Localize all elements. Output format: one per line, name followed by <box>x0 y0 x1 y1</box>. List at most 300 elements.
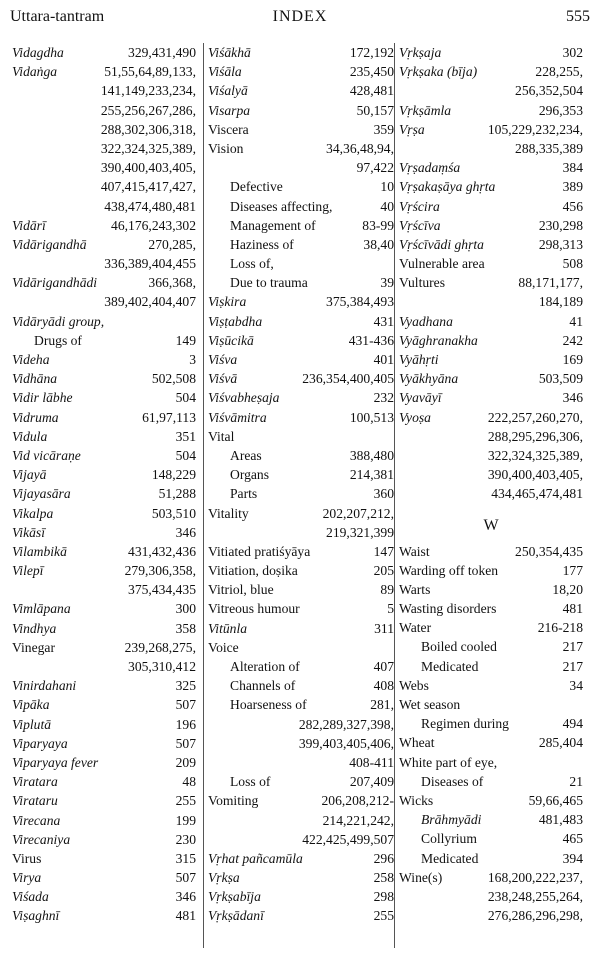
index-continuation <box>399 427 583 446</box>
index-entry <box>12 811 196 830</box>
entry-term: Vimlāpana <box>12 601 71 617</box>
index-subentry <box>399 829 583 848</box>
entry-term: Organs <box>230 467 270 483</box>
index-entry <box>399 62 583 81</box>
page-references: 207,409 <box>349 774 394 790</box>
index-entry <box>12 542 196 561</box>
page-references: 408 <box>373 678 394 694</box>
page-references: 288,335,389 <box>515 140 583 156</box>
entry-term: Vṛścira <box>399 198 440 214</box>
entry-term: Due to trauma <box>230 275 308 291</box>
entry-term: Haziness of <box>230 236 294 252</box>
entry-term: Vṛkṣāmla <box>399 102 452 118</box>
page-references: 196 <box>175 716 196 732</box>
entry-term: Waist <box>399 543 430 559</box>
index-entry <box>208 542 394 561</box>
index-column-1 <box>12 43 196 948</box>
page-references: 288,295,296,306, <box>487 428 583 444</box>
entry-term: Vidhāna <box>12 371 58 387</box>
entry-term: Wine(s) <box>399 869 443 885</box>
entry-term: Visarpa <box>208 102 251 118</box>
index-entry <box>399 753 583 772</box>
page-references: 214,381 <box>349 467 394 483</box>
entry-term: Diseases of <box>421 773 484 789</box>
index-continuation <box>12 101 196 120</box>
page-references: 431,432,436 <box>128 543 196 559</box>
entry-term: Virecana <box>12 812 61 828</box>
page-references: 431-436 <box>348 332 394 348</box>
index-entry <box>12 868 196 887</box>
running-title: Uttara-tantram <box>10 8 105 25</box>
entry-term: Channels of <box>230 678 296 694</box>
index-subentry <box>208 446 394 465</box>
entry-term: Vilepī <box>12 563 44 579</box>
index-continuation <box>208 715 394 734</box>
entry-term: Brāhmyādi <box>421 812 482 828</box>
page-references: 296,353 <box>538 102 583 118</box>
entry-term: Vyadhana <box>399 313 453 329</box>
index-entry <box>208 849 394 868</box>
page-references: 34 <box>569 677 583 693</box>
index-entry <box>399 561 583 580</box>
entry-term: Warding off token <box>399 562 499 578</box>
entry-term: Virataru <box>12 793 58 809</box>
entry-term: Medicated <box>421 658 479 674</box>
index-entry <box>12 887 196 906</box>
entry-term: Viśalyā <box>208 83 248 99</box>
index-continuation <box>12 120 196 139</box>
page-references: 83-99 <box>362 217 394 233</box>
index-entry <box>208 887 394 906</box>
index-entry <box>399 254 583 273</box>
entry-term: Vid vicāraṇe <box>12 447 81 463</box>
page-references: 389,402,404,407 <box>104 294 196 310</box>
index-entry <box>12 830 196 849</box>
page-references: 346 <box>562 390 583 406</box>
page-references: 238,248,255,264, <box>487 888 583 904</box>
page-references: 389 <box>562 179 583 195</box>
index-entry <box>399 542 583 561</box>
entry-term: Viśāla <box>208 64 242 80</box>
index-continuation <box>12 197 196 216</box>
index-continuation <box>12 139 196 158</box>
index-subentry <box>399 810 583 829</box>
page-references: 214,221,242, <box>322 812 394 828</box>
page-references: 504 <box>175 447 196 463</box>
entry-term: Viparyaya <box>12 735 68 751</box>
index-entry <box>399 216 583 235</box>
index-entry <box>208 292 394 311</box>
index-continuation <box>12 177 196 196</box>
page-references: 481 <box>175 908 196 924</box>
index-subentry <box>399 849 583 868</box>
entry-term: Vṛhat pañcamūla <box>208 850 303 866</box>
index-entry <box>208 350 394 369</box>
page-number: 555 <box>566 8 590 25</box>
section-title: INDEX <box>272 8 328 25</box>
index-entry <box>12 62 196 81</box>
page-references: 503,510 <box>151 505 196 521</box>
index-entry <box>208 619 394 638</box>
page-references: 358 <box>175 620 196 636</box>
page-references: 46,176,243,302 <box>111 217 196 233</box>
page-references: 199 <box>175 812 196 828</box>
index-entry <box>208 120 394 139</box>
index-entry <box>12 369 196 388</box>
page-references: 149 <box>175 332 196 348</box>
page-references: 503,509 <box>538 371 583 387</box>
entry-term: Wasting disorders <box>399 601 497 617</box>
entry-term: Vṛścīva <box>399 217 441 233</box>
page-references: 329,431,490 <box>128 45 196 60</box>
page-references: 359 <box>373 121 394 137</box>
index-entry <box>12 753 196 772</box>
index-entry <box>208 369 394 388</box>
page-references: 147 <box>373 543 394 559</box>
page-references: 18,20 <box>552 581 583 597</box>
index-entry <box>12 561 196 580</box>
page-references: 282,289,327,398, <box>298 716 394 732</box>
index-entry <box>208 312 394 331</box>
entry-term: Webs <box>399 677 429 693</box>
entry-term: Vomiting <box>208 793 259 809</box>
index-entry <box>12 388 196 407</box>
index-continuation <box>399 446 583 465</box>
page-references: 255 <box>175 793 196 809</box>
index-entry <box>399 43 583 62</box>
index-entry <box>399 177 583 196</box>
index-entry <box>399 695 583 714</box>
entry-term: Vṛkṣabīja <box>208 889 261 905</box>
page-references: 351 <box>175 428 196 444</box>
entry-term: Vikalpa <box>12 505 54 521</box>
index-entry <box>399 733 583 752</box>
page-references: 209 <box>175 754 196 770</box>
entry-term: Defective <box>230 179 283 195</box>
entry-term: Vilambikā <box>12 543 67 559</box>
page-references: 288,302,306,318, <box>100 121 196 137</box>
index-subentry <box>208 235 394 254</box>
entry-term: Vyoṣa <box>399 409 431 425</box>
index-entry <box>399 120 583 139</box>
page-references: 100,513 <box>349 409 394 425</box>
index-continuation <box>208 734 394 753</box>
page-references: 507 <box>175 735 196 751</box>
page-references: 205 <box>373 563 394 579</box>
index-subentry <box>208 657 394 676</box>
entry-term: Vipāka <box>12 697 50 713</box>
index-entry <box>12 484 196 503</box>
page-references: 281, <box>370 697 394 713</box>
entry-term: Vitriol, blue <box>208 582 274 598</box>
index-continuation <box>208 753 394 772</box>
entry-term: Warts <box>399 581 431 597</box>
index-entry <box>399 197 583 216</box>
page-references: 202,207,212, <box>322 505 394 521</box>
index-entry <box>208 62 394 81</box>
index-entry <box>12 408 196 427</box>
entry-term: Vidārigandhā <box>12 236 87 252</box>
page-references: 311 <box>374 620 394 636</box>
page-references: 168,200,222,237, <box>487 869 583 885</box>
page-references: 5 <box>387 601 394 617</box>
page-references: 228,255, <box>535 64 583 80</box>
index-entry <box>208 906 394 925</box>
index-entry <box>208 81 394 100</box>
entry-term: Vijayasāra <box>12 486 71 502</box>
entry-term: Viśākhā <box>208 45 251 60</box>
entry-term: Vidir lābhe <box>12 390 73 406</box>
page-references: 21 <box>569 773 583 789</box>
page-references: 206,208,212- <box>321 793 394 809</box>
page-references: 97,422 <box>356 160 394 176</box>
entry-term: Viśada <box>12 889 49 905</box>
page-references: 255 <box>373 908 394 924</box>
index-entry <box>399 676 583 695</box>
index-continuation <box>399 906 583 925</box>
index-continuation <box>399 139 583 158</box>
index-entry <box>12 350 196 369</box>
index-continuation <box>208 811 394 830</box>
entry-term: Vṛścīvādi ghṛta <box>399 236 484 252</box>
page-references: 279,306,358, <box>124 563 196 579</box>
entry-term: Management of <box>230 217 316 233</box>
index-entry <box>12 235 196 254</box>
entry-term: Vṛkṣaja <box>399 45 442 60</box>
page-references: 59,66,465 <box>528 792 583 808</box>
page-references: 438,474,480,481 <box>104 198 196 214</box>
page-references: 390,400,403,405, <box>487 467 583 483</box>
page-references: 322,324,325,389, <box>100 140 196 156</box>
index-entry <box>12 791 196 810</box>
entry-term: Diseases affecting, <box>230 198 333 214</box>
page-references: 250,354,435 <box>515 543 583 559</box>
page-references: 390,400,403,405, <box>100 160 196 176</box>
page-references: 230 <box>175 831 196 847</box>
page-references: 408-411 <box>349 754 394 770</box>
index-subentry <box>208 695 394 714</box>
index-entry <box>12 676 196 695</box>
index-entry <box>12 695 196 714</box>
index-entry <box>399 388 583 407</box>
entry-term: Vṛṣakaṣāya ghṛta <box>399 179 496 195</box>
page-header <box>10 8 590 32</box>
page-references: 219,321,399 <box>326 524 394 540</box>
entry-term: Boiled cooled <box>421 639 497 655</box>
entry-term: Drugs of <box>34 332 82 348</box>
entry-term: Wet season <box>399 697 461 712</box>
page-references: 230,298 <box>538 217 583 233</box>
entry-term: Vindhya <box>12 620 57 636</box>
page-references: 235,450 <box>349 64 394 80</box>
index-entry <box>12 849 196 868</box>
page-references: 217 <box>562 658 583 674</box>
entry-term: Wicks <box>399 792 434 808</box>
entry-term: Vinirdahani <box>12 678 77 694</box>
index-subentry <box>208 484 394 503</box>
page-references: 184,189 <box>538 294 583 310</box>
page-references: 508 <box>562 256 583 272</box>
entry-term: Viśva <box>208 352 238 367</box>
entry-term: Vitūnla <box>208 620 248 636</box>
page-references: 434,465,474,481 <box>491 486 583 502</box>
page-references: 300 <box>175 601 196 617</box>
entry-term: Wheat <box>399 735 435 751</box>
index-subentry <box>208 772 394 791</box>
entry-term: Vidāryādi group, <box>12 313 105 329</box>
page-references: 407 <box>373 659 394 674</box>
entry-term: Viparyaya fever <box>12 754 99 770</box>
entry-term: Vidula <box>12 428 48 444</box>
page-references: 305,310,412 <box>128 659 196 674</box>
entry-term: Parts <box>230 486 258 502</box>
page-references: 507 <box>175 697 196 713</box>
page-references: 502,508 <box>151 371 196 387</box>
index-entry <box>399 369 583 388</box>
entry-term: Vṛkṣa <box>208 870 240 886</box>
entry-term: Vitiated pratiśyāya <box>208 543 311 559</box>
page-references: 242 <box>562 332 583 348</box>
page-references: 148,229 <box>151 467 196 483</box>
page-references: 431 <box>373 313 394 329</box>
page-references: 481,483 <box>538 812 583 828</box>
section-letter-heading: W <box>483 516 499 534</box>
page-references: 298 <box>373 889 394 905</box>
entry-term: Vision <box>208 140 244 156</box>
index-subentry <box>399 657 583 676</box>
index-continuation <box>399 465 583 484</box>
page-references: 384 <box>562 160 583 176</box>
page-references: 3 <box>189 352 196 367</box>
page-references: 239,268,275, <box>124 639 196 655</box>
entry-term: Hoarseness of <box>230 697 307 713</box>
index-subentry <box>399 772 583 791</box>
page-references: 399,403,405,406, <box>298 735 394 751</box>
entry-term: Vijayā <box>12 467 47 483</box>
page-references: 388,480 <box>349 447 394 463</box>
entry-term: Videha <box>12 352 50 367</box>
index-entry <box>399 791 583 810</box>
entry-term: Vidārigandhādi <box>12 275 98 291</box>
page-references: 39 <box>380 275 394 291</box>
page-references: 255,256,267,286, <box>100 102 196 118</box>
index-column-3 <box>394 43 583 948</box>
index-entry <box>12 772 196 791</box>
entry-term: Areas <box>230 447 262 463</box>
entry-term: Vṛṣa <box>399 121 425 137</box>
index-entry <box>208 101 394 120</box>
entry-term: Vidaṅga <box>12 64 58 80</box>
index-entry <box>12 715 196 734</box>
page-references: 34,36,48,94, <box>326 140 394 156</box>
entry-term: Voice <box>208 639 239 655</box>
page-references: 428,481 <box>349 83 394 99</box>
index-entry <box>12 599 196 618</box>
entry-term: Vidārī <box>12 217 46 233</box>
index-entry <box>12 504 196 523</box>
page-references: 375,434,435 <box>128 582 196 598</box>
index-continuation <box>208 158 394 177</box>
entry-term: Vyākhyāna <box>399 371 459 387</box>
page-references: 276,286,296,298, <box>487 908 583 924</box>
entry-term: Viratara <box>12 774 58 790</box>
entry-term: Vital <box>208 428 235 444</box>
entry-term: Viśvabheṣaja <box>208 390 280 406</box>
page-references: 232 <box>373 390 394 406</box>
page-references: 465 <box>562 831 583 847</box>
page-references: 322,324,325,389, <box>487 447 583 463</box>
index-entry <box>208 638 394 657</box>
index-entry <box>399 868 583 887</box>
index-entry <box>208 599 394 618</box>
page-references: 222,257,260,270, <box>487 409 583 425</box>
entry-term: Loss of, <box>230 256 274 272</box>
page-references: 407,415,417,427, <box>100 179 196 195</box>
index-entry <box>12 734 196 753</box>
page-references: 422,425,499,507 <box>302 831 394 847</box>
index-continuation <box>208 523 394 542</box>
entry-term: Viscera <box>208 121 249 137</box>
page-references: 507 <box>175 870 196 886</box>
page-references: 325 <box>175 678 196 694</box>
entry-term: Viṣṭabdha <box>208 313 263 329</box>
page-references: 258 <box>373 870 394 886</box>
page-references: 236,354,400,405 <box>302 371 394 387</box>
page-references: 51,55,64,89,133, <box>104 64 196 80</box>
page-references: 89 <box>380 582 394 598</box>
entry-term: Viṣkira <box>208 294 247 310</box>
index-entry <box>12 427 196 446</box>
page-references: 217 <box>562 639 583 655</box>
page-references: 336,389,404,455 <box>104 256 196 272</box>
entry-term: Vitreous humour <box>208 601 300 617</box>
page-references: 298,313 <box>538 236 583 252</box>
page-references: 456 <box>562 198 583 214</box>
entry-term: Regimen during <box>421 716 509 732</box>
entry-term: Collyrium <box>421 831 477 847</box>
index-continuation <box>12 580 196 599</box>
entry-term: Alteration of <box>230 659 300 674</box>
index-subentry <box>12 331 196 350</box>
index-entry <box>12 216 196 235</box>
index-subentry <box>399 637 583 656</box>
index-entry <box>208 331 394 350</box>
page-references: 51,288 <box>158 486 196 502</box>
page-references: 346 <box>175 524 196 540</box>
entry-term: White part of eye, <box>399 754 498 770</box>
page-references: 494 <box>562 716 583 732</box>
page-references: 315 <box>175 850 196 866</box>
entry-term: Viṣūcikā <box>208 332 254 348</box>
page-references: 10 <box>380 179 394 195</box>
index-entry <box>12 619 196 638</box>
index-entry <box>208 791 394 810</box>
index-entry <box>399 158 583 177</box>
index-entry <box>399 580 583 599</box>
entry-term: Virus <box>12 850 42 866</box>
index-continuation <box>399 81 583 100</box>
page-references: 366,368, <box>148 275 196 291</box>
entry-term: Vṛkṣādanī <box>208 908 264 924</box>
index-entry <box>208 580 394 599</box>
entry-term: Viplutā <box>12 716 52 732</box>
index-entry <box>12 273 196 292</box>
entry-term: Vyavāyī <box>399 390 442 406</box>
entry-term: Loss of <box>230 774 271 790</box>
page-references: 50,157 <box>356 102 394 118</box>
entry-term: Vitiation, doṣika <box>208 563 298 579</box>
index-subentry <box>208 465 394 484</box>
